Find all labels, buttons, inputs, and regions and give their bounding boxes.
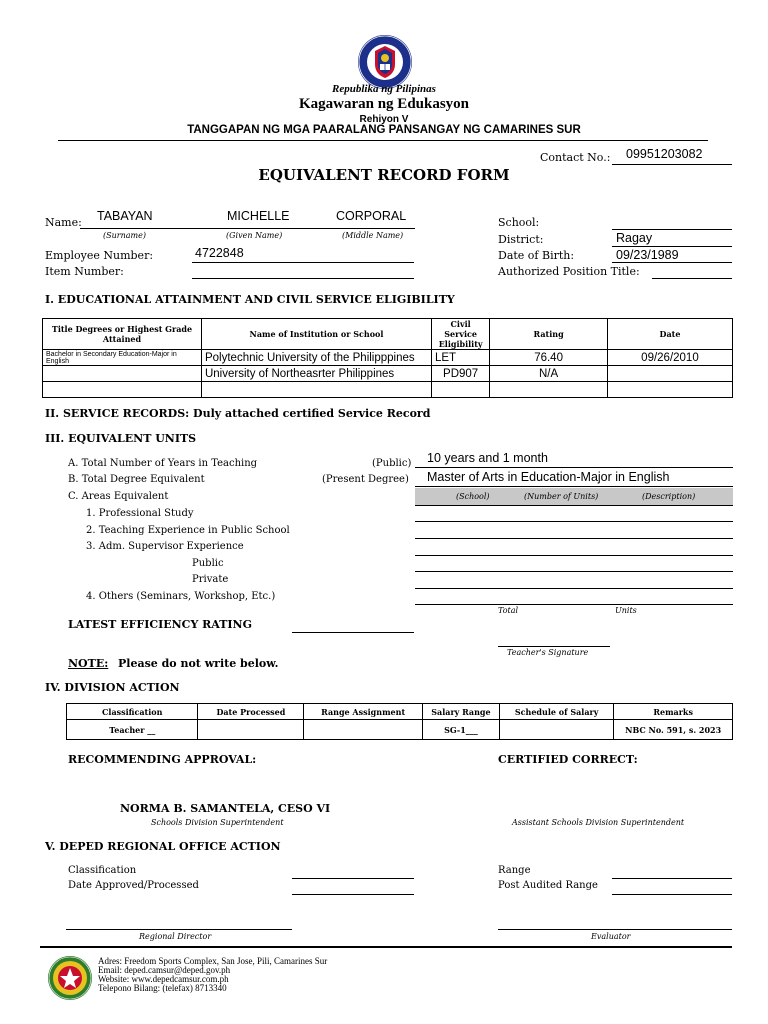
- note-label: NOTE:: [68, 657, 109, 670]
- classification-label: Classification: [68, 865, 137, 876]
- middle-caption: (Middle Name): [342, 231, 404, 240]
- sub3-label: 3. Adm. Supervisor Experience: [86, 541, 244, 552]
- private-label: Private: [192, 574, 229, 585]
- range-label: Range: [498, 865, 531, 876]
- table-header-row: [43, 319, 733, 350]
- office-text: TANGGAPAN NG MGA PAARALANG PANSANGAY NG CAMARINES SUR: [187, 124, 581, 136]
- table-row: [43, 350, 733, 366]
- given-name-value: MICHELLE: [227, 209, 290, 223]
- table-row: [43, 366, 733, 382]
- table-header-cell: Range Assignment: [304, 704, 423, 720]
- item-b-label: B. Total Degree Equivalent: [68, 474, 205, 485]
- dob-label: Date of Birth:: [498, 249, 575, 262]
- table-header-cell: Classification: [67, 704, 198, 720]
- middle-name-value: CORPORAL: [336, 209, 407, 223]
- table-cell: NBC No. 591, s. 2023: [614, 720, 733, 740]
- table-row: [43, 382, 733, 398]
- recommending-label: RECOMMENDING APPROVAL:: [68, 753, 257, 766]
- table-header-cell: Schedule of Salary: [499, 704, 613, 720]
- region-text: Rehiyon V: [359, 114, 409, 125]
- col-desc-caption: (Description): [642, 492, 696, 501]
- district-value: Ragay: [616, 231, 653, 245]
- efficiency-label: LATEST EFFICIENCY RATING: [68, 618, 252, 631]
- name-label: Name:: [45, 216, 82, 229]
- note-text: Please do not write below.: [118, 657, 279, 670]
- sub4-label: 4. Others (Seminars, Workshop, Etc.): [86, 591, 276, 602]
- col-school-caption: (School): [456, 492, 490, 501]
- footer-email: Email: deped.camsur@deped.gov.ph: [98, 965, 231, 975]
- sds-title: Schools Division Superintendent: [151, 818, 284, 827]
- sds-name: NORMA B. SAMANTELA, CESO VI: [120, 802, 331, 815]
- table-cell: LET: [431, 350, 489, 366]
- footer-phone: Telepono Bilang: (telefax) 8713340: [98, 983, 227, 993]
- table-header-cell: Name of Institution or School: [201, 319, 431, 350]
- footer-website: Website: www.depedcamsur.com.ph: [98, 974, 229, 984]
- public-label: Public: [192, 558, 224, 569]
- item-b-value: Master of Arts in Education-Major in English: [427, 470, 670, 484]
- contact-value: 09951203082: [626, 147, 703, 161]
- table-row: [67, 720, 733, 740]
- deped-seal-icon: [357, 34, 413, 90]
- evaluator-caption: Evaluator: [591, 932, 631, 941]
- school-label: School:: [498, 216, 540, 229]
- section1-title: I. EDUCATIONAL ATTAINMENT AND CIVIL SERVICE ELIGIBILITY: [45, 293, 455, 306]
- item-c-label: C. Areas Equivalent: [68, 491, 169, 502]
- republic-text: Republika ng Pilipinas: [332, 83, 436, 95]
- post-audited-label: Post Audited Range: [498, 880, 598, 891]
- surname-value: TABAYAN: [97, 209, 153, 223]
- col-units-caption: (Number of Units): [524, 492, 599, 501]
- table-cell: 09/26/2010: [607, 350, 732, 366]
- section5-title: V. DEPED REGIONAL OFFICE ACTION: [45, 840, 281, 853]
- table-cell: PD907: [431, 366, 489, 382]
- item-b-tag: (Present Degree): [322, 474, 409, 485]
- table-cell: Polytechnic University of the Philipppines: [201, 350, 431, 366]
- table-header-cell: Civil Service Eligibility: [431, 319, 489, 350]
- asds-title: Assistant Schools Division Superintendent: [512, 818, 685, 827]
- table-header-cell: Title Degrees or Highest Grade Attained: [43, 319, 202, 350]
- dob-value: 09/23/1989: [616, 248, 679, 262]
- table-header-cell: Rating: [490, 319, 608, 350]
- table-cell: [43, 382, 202, 398]
- sub2-label: 2. Teaching Experience in Public School: [86, 525, 290, 536]
- item-number-label: Item Number:: [45, 265, 124, 278]
- table-header-cell: Salary Range: [422, 704, 499, 720]
- table-header-cell: Date: [607, 319, 732, 350]
- employee-number-label: Employee Number:: [45, 249, 154, 262]
- teacher-signature-caption: Teacher's Signature: [507, 648, 589, 657]
- table-cell: [304, 720, 423, 740]
- table-cell: 76.40: [490, 350, 608, 366]
- employee-number-value: 4722848: [195, 246, 244, 260]
- table-header-cell: Date Processed: [198, 704, 304, 720]
- item-a-label: A. Total Number of Years in Teaching: [68, 458, 258, 469]
- sub1-label: 1. Professional Study: [86, 508, 194, 519]
- table-cell: [499, 720, 613, 740]
- total-caption: Total: [498, 606, 519, 615]
- section3-title: III. EQUIVALENT UNITS: [45, 432, 197, 445]
- item-a-tag: (Public): [372, 458, 412, 469]
- contact-label: Contact No.:: [540, 151, 611, 164]
- division-action-table: [66, 703, 733, 740]
- table-header-cell: Remarks: [614, 704, 733, 720]
- table-cell: [198, 720, 304, 740]
- table-cell: [431, 382, 489, 398]
- certified-label: CERTIFIED CORRECT:: [498, 753, 638, 766]
- table-cell: Bachelor in Secondary Education-Major in English: [43, 350, 202, 366]
- table-cell: N/A: [490, 366, 608, 382]
- surname-caption: (Surname): [103, 231, 146, 240]
- footer-address: Adres: Freedom Sports Complex, San Jose, Pili, Camarines Sur: [98, 956, 328, 966]
- table-cell: University of Northeasrter Philippines: [201, 366, 431, 382]
- district-label: District:: [498, 233, 544, 246]
- given-caption: (Given Name): [226, 231, 283, 240]
- education-table: [42, 318, 733, 398]
- table-cell: [43, 366, 202, 382]
- table-cell: [607, 366, 732, 382]
- units-caption: Units: [615, 606, 637, 615]
- division-seal-icon: [47, 955, 93, 1001]
- table-cell: [490, 382, 608, 398]
- date-approved-label: Date Approved/Processed: [68, 880, 199, 891]
- item-a-value: 10 years and 1 month: [427, 451, 548, 465]
- department-text: Kagawaran ng Edukasyon: [298, 96, 470, 112]
- table-header-row: [67, 704, 733, 720]
- section2-title: II. SERVICE RECORDS: Duly attached certified Service Record: [45, 407, 431, 420]
- position-label: Authorized Position Title:: [498, 265, 640, 278]
- table-cell: Teacher __: [67, 720, 198, 740]
- table-cell: [201, 382, 431, 398]
- table-cell: SG-1___: [422, 720, 499, 740]
- form-title: EQUIVALENT RECORD FORM: [258, 166, 510, 184]
- table-cell: [607, 382, 732, 398]
- regional-director-caption: Regional Director: [139, 932, 212, 941]
- section4-title: IV. DIVISION ACTION: [45, 681, 180, 694]
